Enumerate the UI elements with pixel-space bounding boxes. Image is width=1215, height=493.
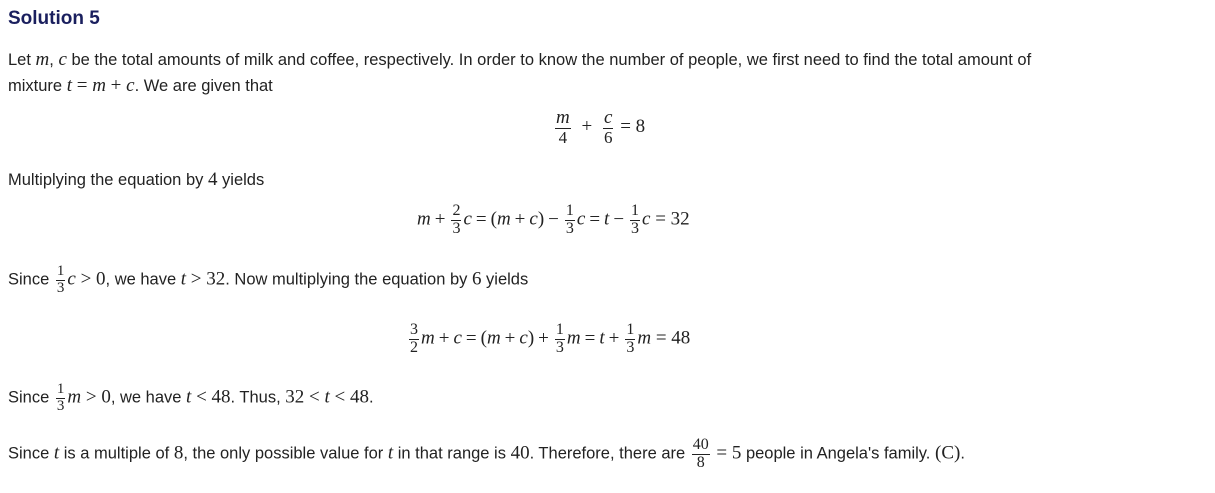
intro-text: Let bbox=[8, 51, 36, 69]
solution-title: Solution 5 bbox=[8, 8, 100, 29]
intro-text-rest: be the total amounts of milk and coffee, respectively. In order to know the number of people, we first need to find the total amount of bbox=[66, 51, 1032, 69]
paragraph-conclusion: Since t is a multiple of 8, the only possible value for t in that range is 40. Therefore, there are $\frac{40}{8}$ = 5 people in Angela's family. (C). bbox=[8, 436, 965, 471]
equation-multiplied-by-4: m + $\frac{2}{3}$ c = (m + c) − $\frac{1}{3}$ c = t − $\frac{1}{3}$ c = 32 bbox=[417, 202, 690, 237]
paragraph-intro-line1: Let m, c be the total amounts of milk and coffee, respectively. In order to know the number of people, we first need to find the total amount of bbox=[8, 49, 1032, 70]
answer-choice: (C) bbox=[935, 442, 961, 464]
equation-given: $\frac{m}{4}$ + $\frac{c}{6}$ = 8 bbox=[556, 107, 646, 147]
fraction-m-over-4: $\frac{m}{4}$ bbox=[556, 107, 570, 147]
paragraph-since-c: Since $\frac{1}{3}$ c > 0, we have t > 32. Now multiplying the equation by 6 yields bbox=[8, 263, 529, 296]
paragraph-intro-line2: mixture t = m + c. We are given that bbox=[8, 75, 273, 96]
paragraph-since-m: Since $\frac{1}{3}$ m > 0, we have t < 48. Thus, 32 < t < 48. bbox=[8, 381, 374, 414]
equation-multiplied-by-6: $\frac{3}{2}$ m + c = (m + c) + $\frac{1}{3}$ m = t + $\frac{1}{3}$ m = 48 bbox=[410, 321, 691, 356]
fraction-c-over-6: $\frac{c}{6}$ bbox=[603, 107, 613, 147]
paragraph-multiply-4: Multiplying the equation by 4 yields bbox=[8, 169, 265, 190]
